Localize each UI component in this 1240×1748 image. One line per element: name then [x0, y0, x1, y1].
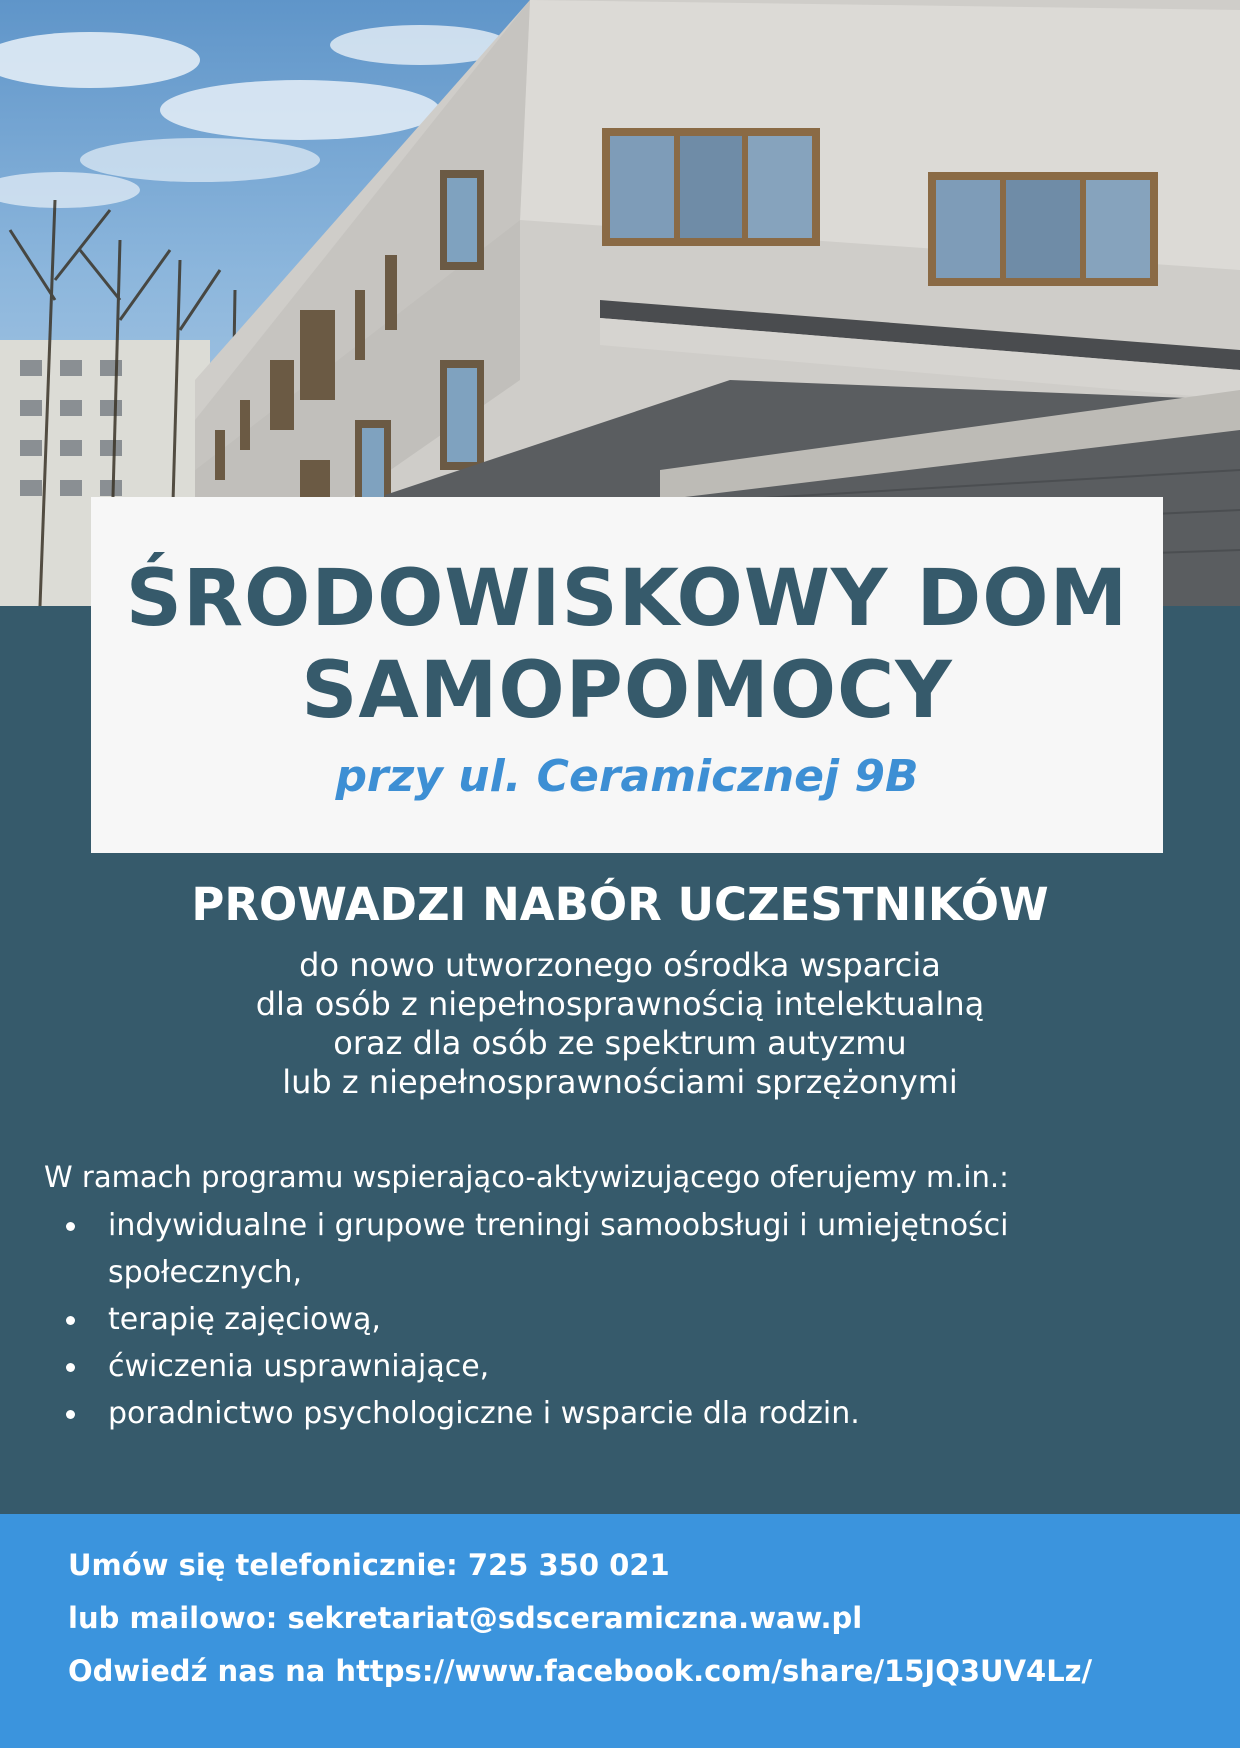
- offer-item: [62, 1343, 1142, 1390]
- offer-item-text: poradnictwo psychologiczne i wsparcie dla rodzin.: [108, 1396, 860, 1431]
- intro-line: dla osób z niepełnosprawnością intelektualną: [255, 985, 985, 1023]
- address-subtitle: przy ul. Ceramicznej 9B: [335, 751, 919, 802]
- program-intro: W ramach programu wspierająco-aktywizującego oferujemy m.in.:: [44, 1160, 1009, 1194]
- offer-item: [62, 1202, 1142, 1249]
- intro-line: oraz dla osób ze spektrum autyzmu: [333, 1024, 907, 1062]
- offer-item-text: społecznych,: [108, 1255, 303, 1290]
- offer-item-text: terapię zajęciową,: [108, 1302, 381, 1337]
- phone-contact[interactable]: Umów się telefonicznie: 725 350 021: [68, 1548, 670, 1582]
- offer-item: [62, 1296, 1142, 1343]
- intro-text: [0, 946, 1240, 1102]
- bullet-icon: [66, 1363, 75, 1372]
- offer-item-text: ćwiczenia usprawniające,: [108, 1349, 490, 1384]
- bullet-icon: [66, 1316, 75, 1325]
- recruitment-headline: PROWADZI NABÓR UCZESTNIKÓW: [191, 878, 1049, 931]
- title-card: [91, 497, 1163, 853]
- title-line-1: ŚRODOWISKOWY DOM: [125, 554, 1129, 644]
- bullet-icon: [66, 1222, 75, 1231]
- page-title: [91, 553, 1163, 737]
- intro-line: lub z niepełnosprawnościami sprzężonymi: [282, 1063, 958, 1101]
- email-contact[interactable]: lub mailowo: sekretariat@sdsceramiczna.waw.pl: [68, 1601, 863, 1635]
- bullet-icon: [66, 1410, 75, 1419]
- title-line-2: SAMOPOMOCY: [301, 646, 953, 736]
- intro-line: do nowo utworzonego ośrodka wsparcia: [299, 946, 941, 984]
- facebook-link[interactable]: Odwiedź nas na https://www.facebook.com/share/15JQ3UV4Lz/: [68, 1654, 1093, 1688]
- offer-item: [62, 1390, 1142, 1437]
- offer-item-continuation: [62, 1249, 1142, 1296]
- offer-item-text: indywidualne i grupowe treningi samoobsługi i umiejętności: [108, 1208, 1009, 1243]
- offer-list: [62, 1202, 1142, 1437]
